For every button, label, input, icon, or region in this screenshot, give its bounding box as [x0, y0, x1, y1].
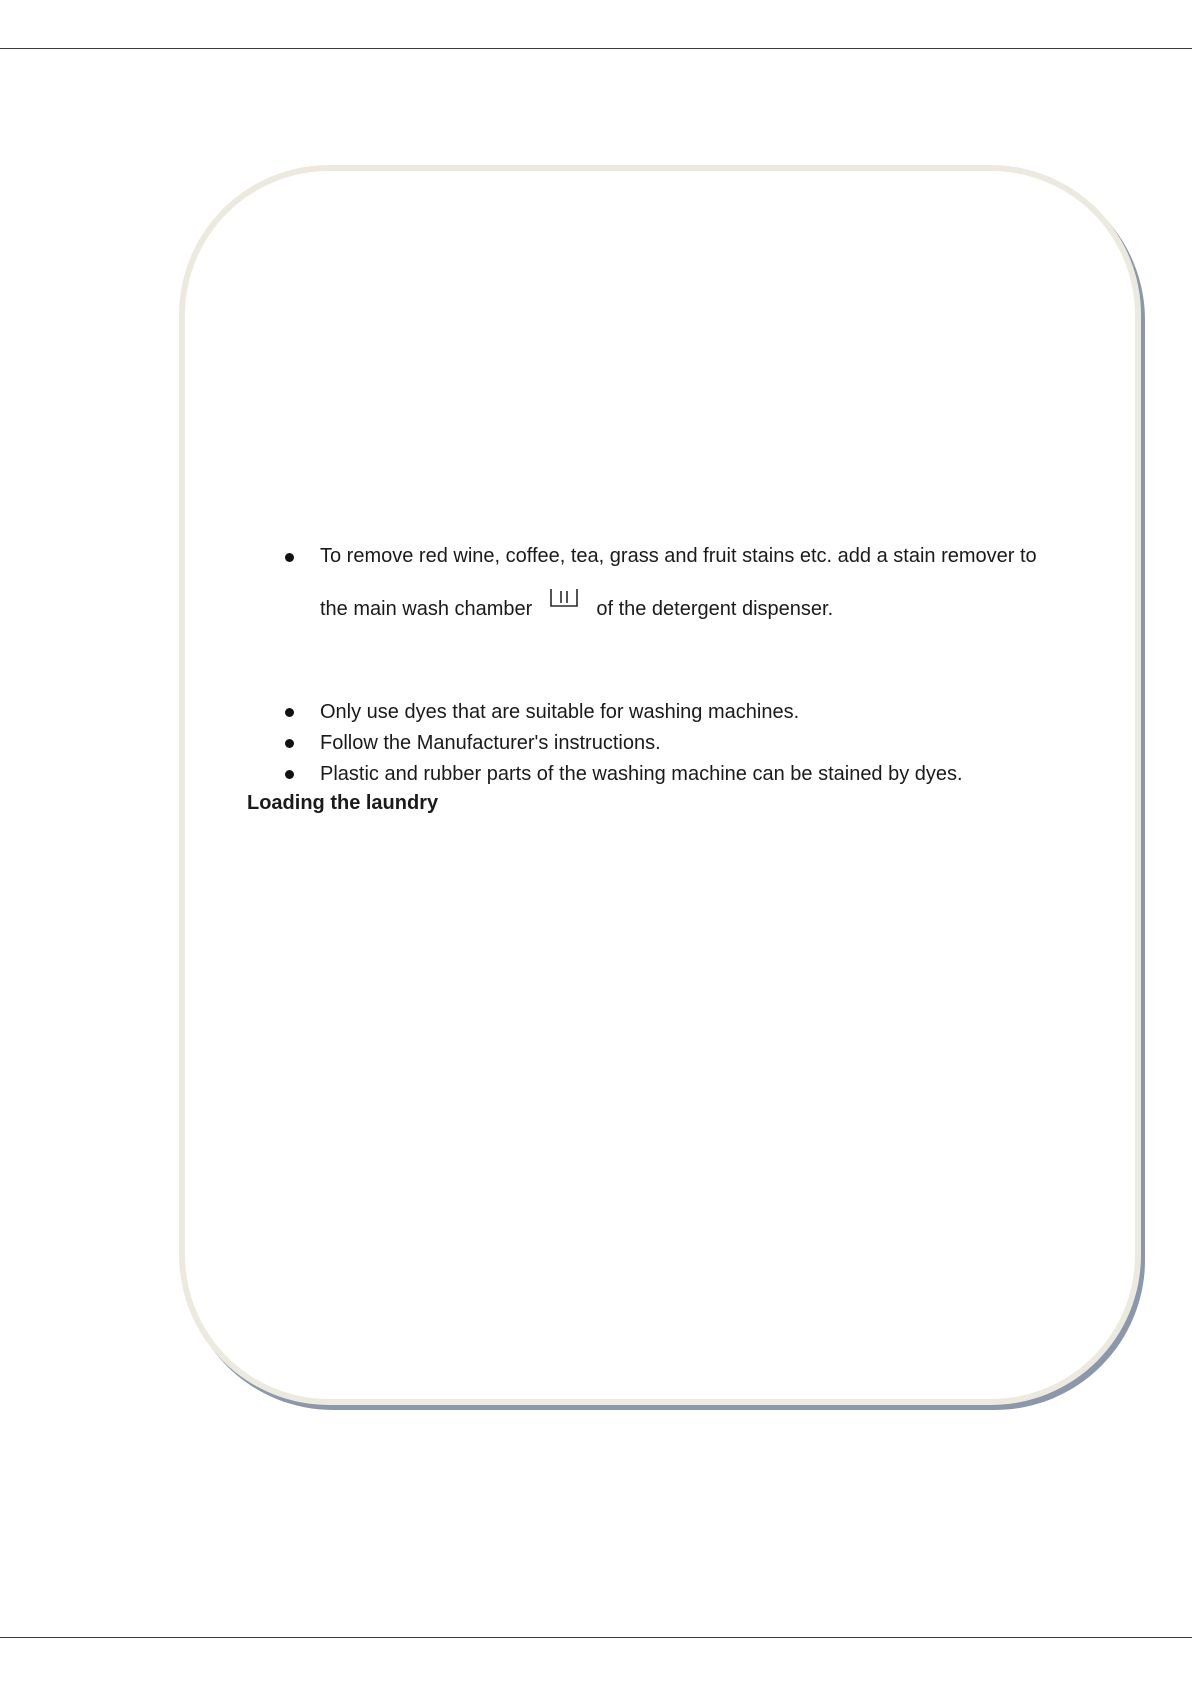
dyes-item-text: Follow the Manufacturer's instructions.	[320, 732, 661, 754]
list-item	[283, 759, 963, 790]
stain-removal-text-line1: To remove red wine, coffee, tea, grass and fruit stains etc. add a stain remover to	[320, 545, 1037, 567]
section-heading: Loading the laundry	[247, 792, 439, 814]
list-item	[283, 542, 1037, 624]
bullet-icon	[285, 708, 294, 717]
bullet-icon	[285, 553, 294, 562]
bullet-icon	[285, 770, 294, 779]
bullet-icon	[285, 739, 294, 748]
dyes-list	[283, 697, 963, 790]
stain-removal-text-before-icon: the main wash chamber	[320, 598, 533, 620]
list-item	[283, 728, 963, 759]
list-item	[283, 697, 963, 728]
stain-removal-list	[283, 542, 1037, 624]
stain-removal-text-line2	[320, 594, 1037, 624]
footer-rule	[0, 1637, 1192, 1638]
dyes-item-text: Only use dyes that are suitable for washing machines.	[320, 701, 800, 723]
main-wash-chamber-icon	[550, 587, 578, 607]
dyes-item-text: Plastic and rubber parts of the washing machine can be stained by dyes.	[320, 763, 963, 785]
stain-removal-text-after-icon: of the detergent dispenser.	[596, 598, 834, 620]
header-rule	[0, 48, 1192, 49]
